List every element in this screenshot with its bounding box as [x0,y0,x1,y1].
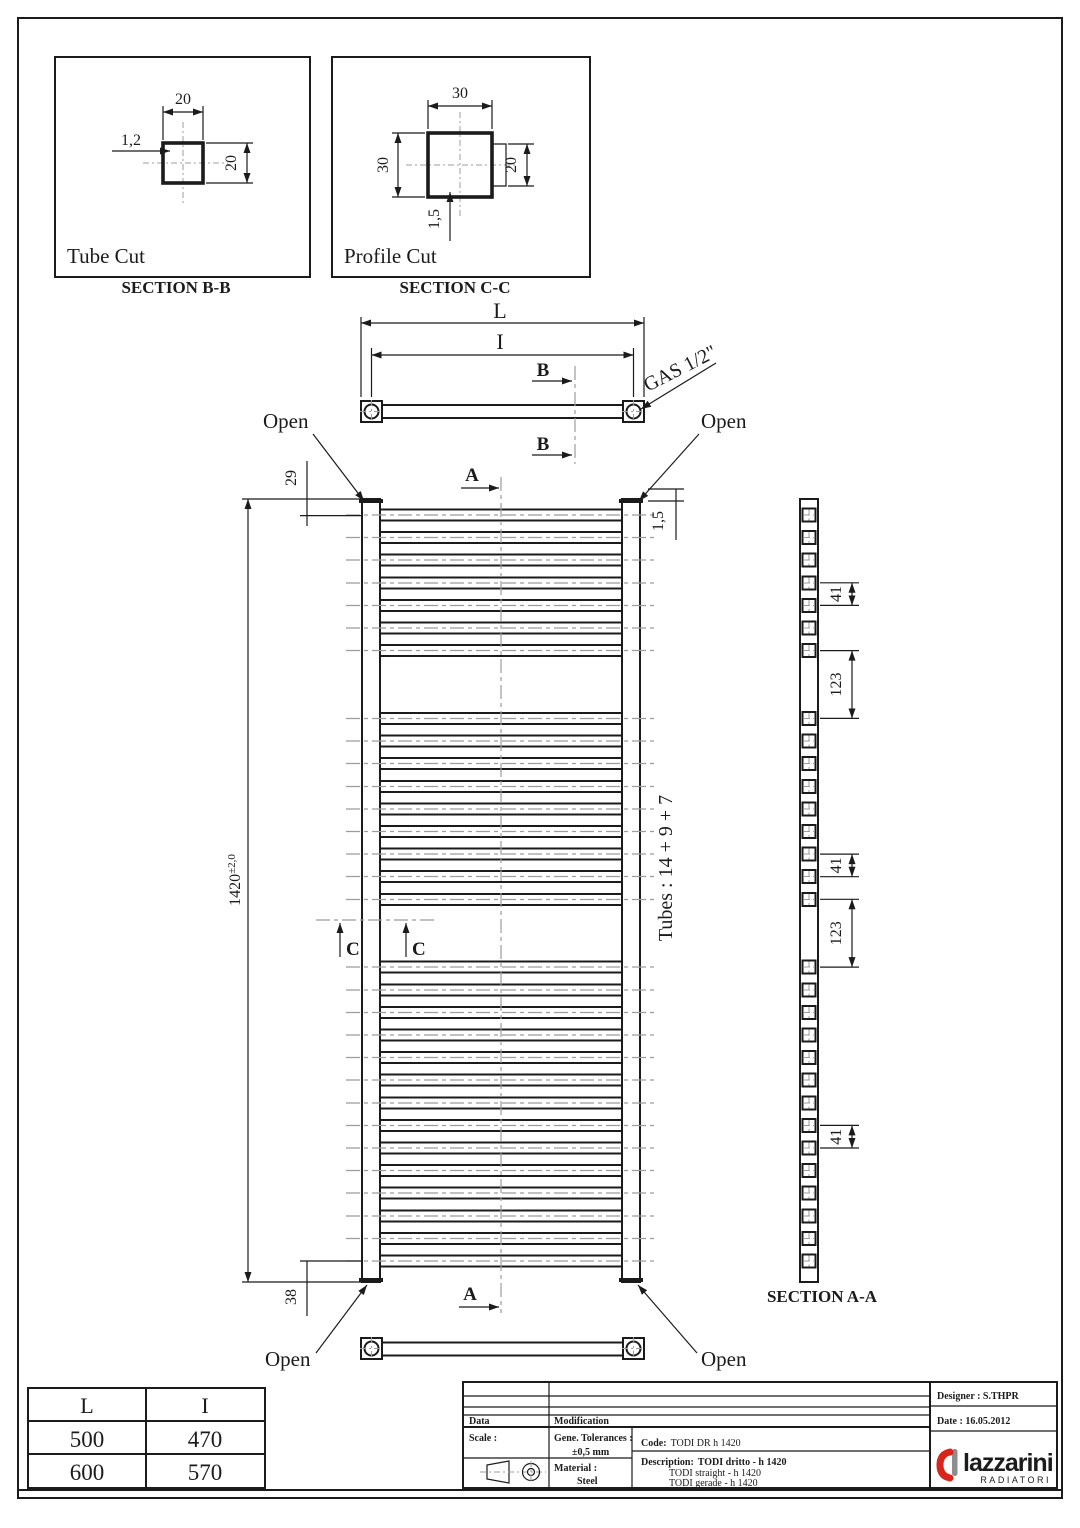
tube-wall-dim: 1,2 [121,132,141,149]
top-offset-dim: 29 [283,470,300,486]
profile-cut-label: Profile Cut [344,244,437,268]
size-table [28,1388,265,1488]
material-value: Steel [577,1476,598,1487]
logo-subtitle: RADIATORI [980,1475,1051,1485]
top-wall-dim: 1,5 [650,511,667,531]
section-cc-caption: SECTION C-C [399,278,511,297]
gap-dim-2: 123 [828,921,845,946]
table-header-I: I [201,1393,209,1418]
profile-height-dim: 30 [375,157,392,173]
data-column-label: Data [469,1416,490,1427]
gap-dim-1: 123 [828,672,845,697]
scale-label: Scale : [469,1433,498,1444]
table-cell: 500 [69,1427,105,1452]
lazzarini-logo [940,1449,1053,1485]
section-b-marker-top: B [536,360,550,381]
projection-symbol-icon [480,1461,546,1483]
description-de: TODI gerade - h 1420 [669,1478,758,1489]
material-label: Material : [554,1463,598,1474]
title-block [463,1382,1057,1489]
logo-wordmark: lazzarini [963,1449,1053,1477]
tube-cut-label: Tube Cut [67,244,146,268]
table-header-L: L [80,1393,94,1418]
modification-column-label: Modification [554,1416,609,1427]
section-aa-caption: SECTION A-A [766,1287,878,1306]
tube-width-dim: 20 [175,91,191,108]
section-aa-view [800,499,859,1282]
bottom-offset-dim: 38 [283,1289,300,1305]
code-field: Code: TODI DR h 1420 [641,1438,741,1449]
pitch-dim-2: 41 [828,857,845,874]
overall-height-dim: $1420^{\pm 2,0}$ [226,854,244,906]
pitch-dim-1: 41 [828,586,845,602]
description-en: TODI straight - h 1420 [669,1468,762,1479]
top-view [263,298,747,501]
designer-field: Designer : S.THPR [937,1391,1019,1402]
lazzarini-logo-icon [940,1449,958,1478]
open-label-bottom-left: Open [265,1347,311,1371]
open-label-top-right: Open [701,409,747,433]
tubes-count-note: Tubes : 14 + 9 + 7 [655,794,677,942]
table-cell: 470 [187,1427,223,1452]
tube-cut-detail [55,57,310,277]
tube-section-square [163,143,203,183]
profile-width-dim: 30 [452,85,468,102]
open-label-top-left: Open [263,409,309,433]
date-field: Date : 16.05.2012 [937,1416,1011,1427]
front-view [226,461,747,1371]
left-collector [362,499,380,1282]
tube-height-dim: 20 [223,155,240,171]
open-label-bottom-right: Open [701,1347,747,1371]
section-c-marker-right: C [412,939,426,960]
length-dim-L: L [493,298,507,323]
description-field: Description: TODI dritto - h 1420 [641,1457,787,1468]
inner-dim-I: I [496,329,504,354]
table-cell: 600 [69,1460,105,1485]
section-b-marker-bottom: B [536,434,550,455]
profile-tab-dim: 20 [503,157,520,173]
section-bb-caption: SECTION B-B [121,278,231,297]
profile-wall-dim: 1,5 [426,209,443,229]
pitch-dim-3: 41 [828,1128,845,1145]
tolerances-label: Gene. Tolerances : [554,1433,633,1444]
section-a-marker-top: A [465,465,479,486]
profile-cut-detail [332,57,590,277]
section-c-marker-left: C [346,939,360,960]
section-a-marker-bottom: A [463,1284,477,1305]
table-cell: 570 [187,1460,223,1485]
bottom-view [360,1337,645,1360]
tolerances-value: ±0,5 mm [572,1447,610,1458]
gas-connection-label: GAS 1/2" [640,340,721,397]
right-collector [622,499,640,1282]
